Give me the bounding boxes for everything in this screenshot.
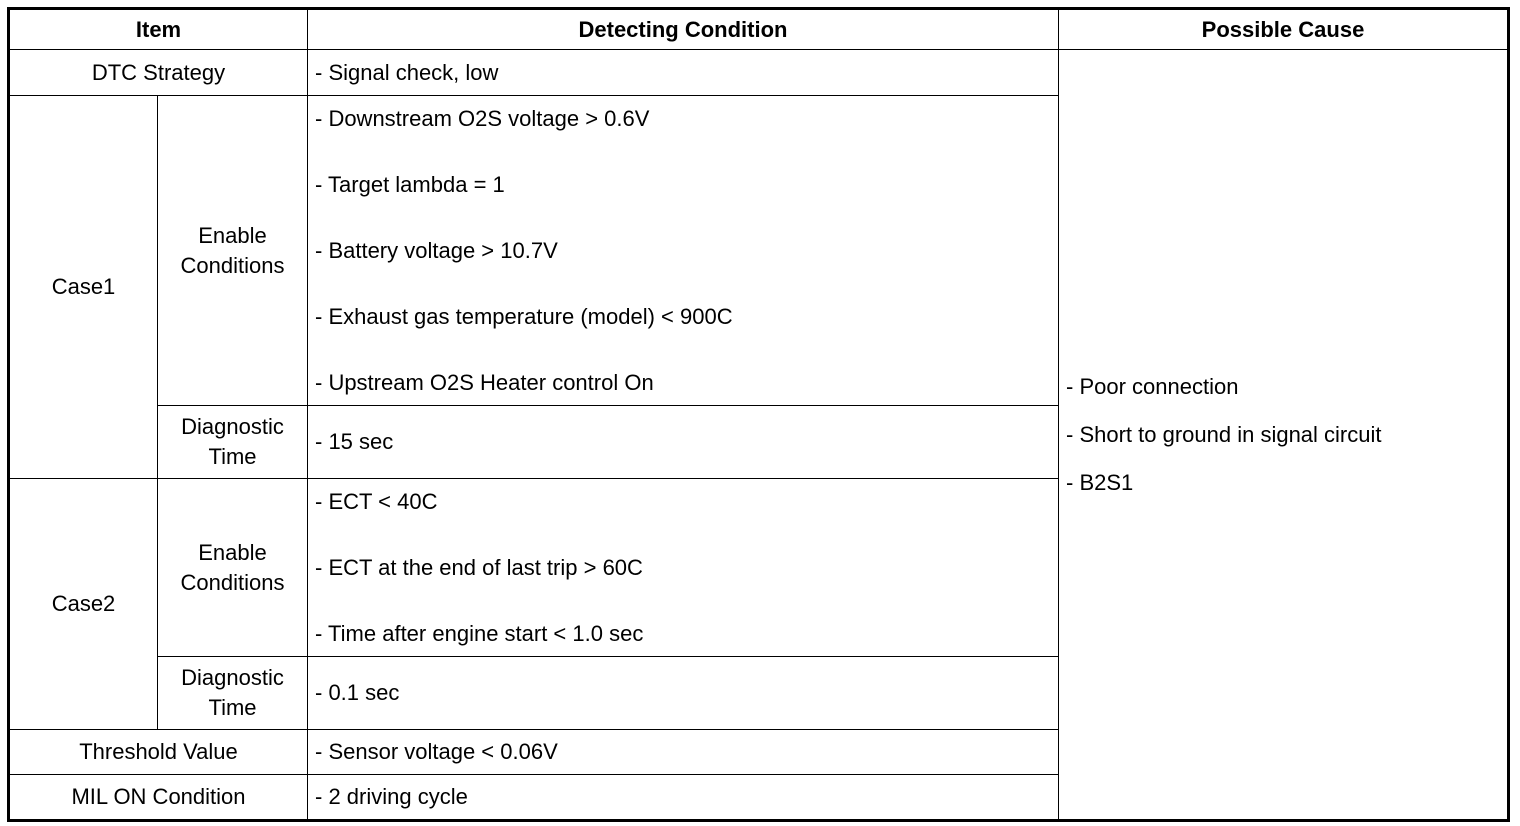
threshold-label: Threshold Value bbox=[9, 730, 308, 775]
case2-diagnostic-label-line1: Diagnostic bbox=[181, 665, 284, 690]
case1-condition-item: - Upstream O2S Heater control On bbox=[315, 370, 654, 395]
dtc-strategy-condition: - Signal check, low bbox=[308, 50, 1059, 96]
threshold-condition: - Sensor voltage < 0.06V bbox=[308, 730, 1059, 775]
case1-enable-label-line2: Conditions bbox=[180, 252, 285, 278]
case1-condition-item: - Downstream O2S voltage > 0.6V bbox=[315, 106, 650, 131]
case2-condition-item: - Time after engine start < 1.0 sec bbox=[315, 621, 644, 646]
possible-cause-cell bbox=[1059, 50, 1509, 821]
case1-diagnostic-value: - 15 sec bbox=[308, 406, 1059, 479]
case2-enable-label-line2: Conditions bbox=[180, 569, 285, 595]
case1-condition-item: - Exhaust gas temperature (model) < 900C bbox=[315, 304, 733, 329]
row-dtc-strategy bbox=[9, 50, 1509, 96]
dtc-table bbox=[7, 7, 1510, 822]
case1-enable-conditions bbox=[308, 96, 1059, 406]
possible-cause-item: - Short to ground in signal circuit bbox=[1066, 421, 1382, 447]
case2-condition-item: - ECT at the end of last trip > 60C bbox=[315, 555, 643, 580]
case2-enable-label-line1: Enable bbox=[198, 539, 267, 565]
case1-enable-label bbox=[158, 96, 308, 406]
case2-enable-conditions bbox=[308, 479, 1059, 657]
case2-enable-label bbox=[158, 479, 308, 657]
dtc-strategy-label: DTC Strategy bbox=[9, 50, 308, 96]
case2-condition-list bbox=[315, 479, 1058, 655]
possible-cause-item: - B2S1 bbox=[1066, 469, 1134, 495]
case1-label: Case1 bbox=[9, 96, 158, 479]
case1-diagnostic-label-line2: Time bbox=[208, 444, 257, 469]
case2-diagnostic-label bbox=[158, 657, 308, 730]
case2-diagnostic-value: - 0.1 sec bbox=[308, 657, 1059, 730]
case2-diagnostic-label-line2: Time bbox=[208, 695, 257, 720]
header-detecting-condition: Detecting Condition bbox=[308, 9, 1059, 50]
case1-condition-item: - Target lambda = 1 bbox=[315, 172, 505, 197]
case2-label: Case2 bbox=[9, 479, 158, 730]
case1-diagnostic-label bbox=[158, 406, 308, 479]
possible-cause-item: - Poor connection bbox=[1066, 373, 1239, 399]
case1-condition-item: - Battery voltage > 10.7V bbox=[315, 238, 558, 263]
case2-condition-item: - ECT < 40C bbox=[315, 489, 438, 514]
case1-enable-label-line1: Enable bbox=[198, 222, 267, 248]
mil-on-label: MIL ON Condition bbox=[9, 775, 308, 821]
case1-condition-list bbox=[315, 96, 1058, 404]
case1-diagnostic-label-line1: Diagnostic bbox=[181, 414, 284, 439]
mil-on-condition: - 2 driving cycle bbox=[308, 775, 1059, 821]
possible-cause-list bbox=[1066, 372, 1507, 498]
header-item: Item bbox=[9, 9, 308, 50]
header-possible-cause: Possible Cause bbox=[1059, 9, 1509, 50]
header-row bbox=[9, 9, 1509, 50]
